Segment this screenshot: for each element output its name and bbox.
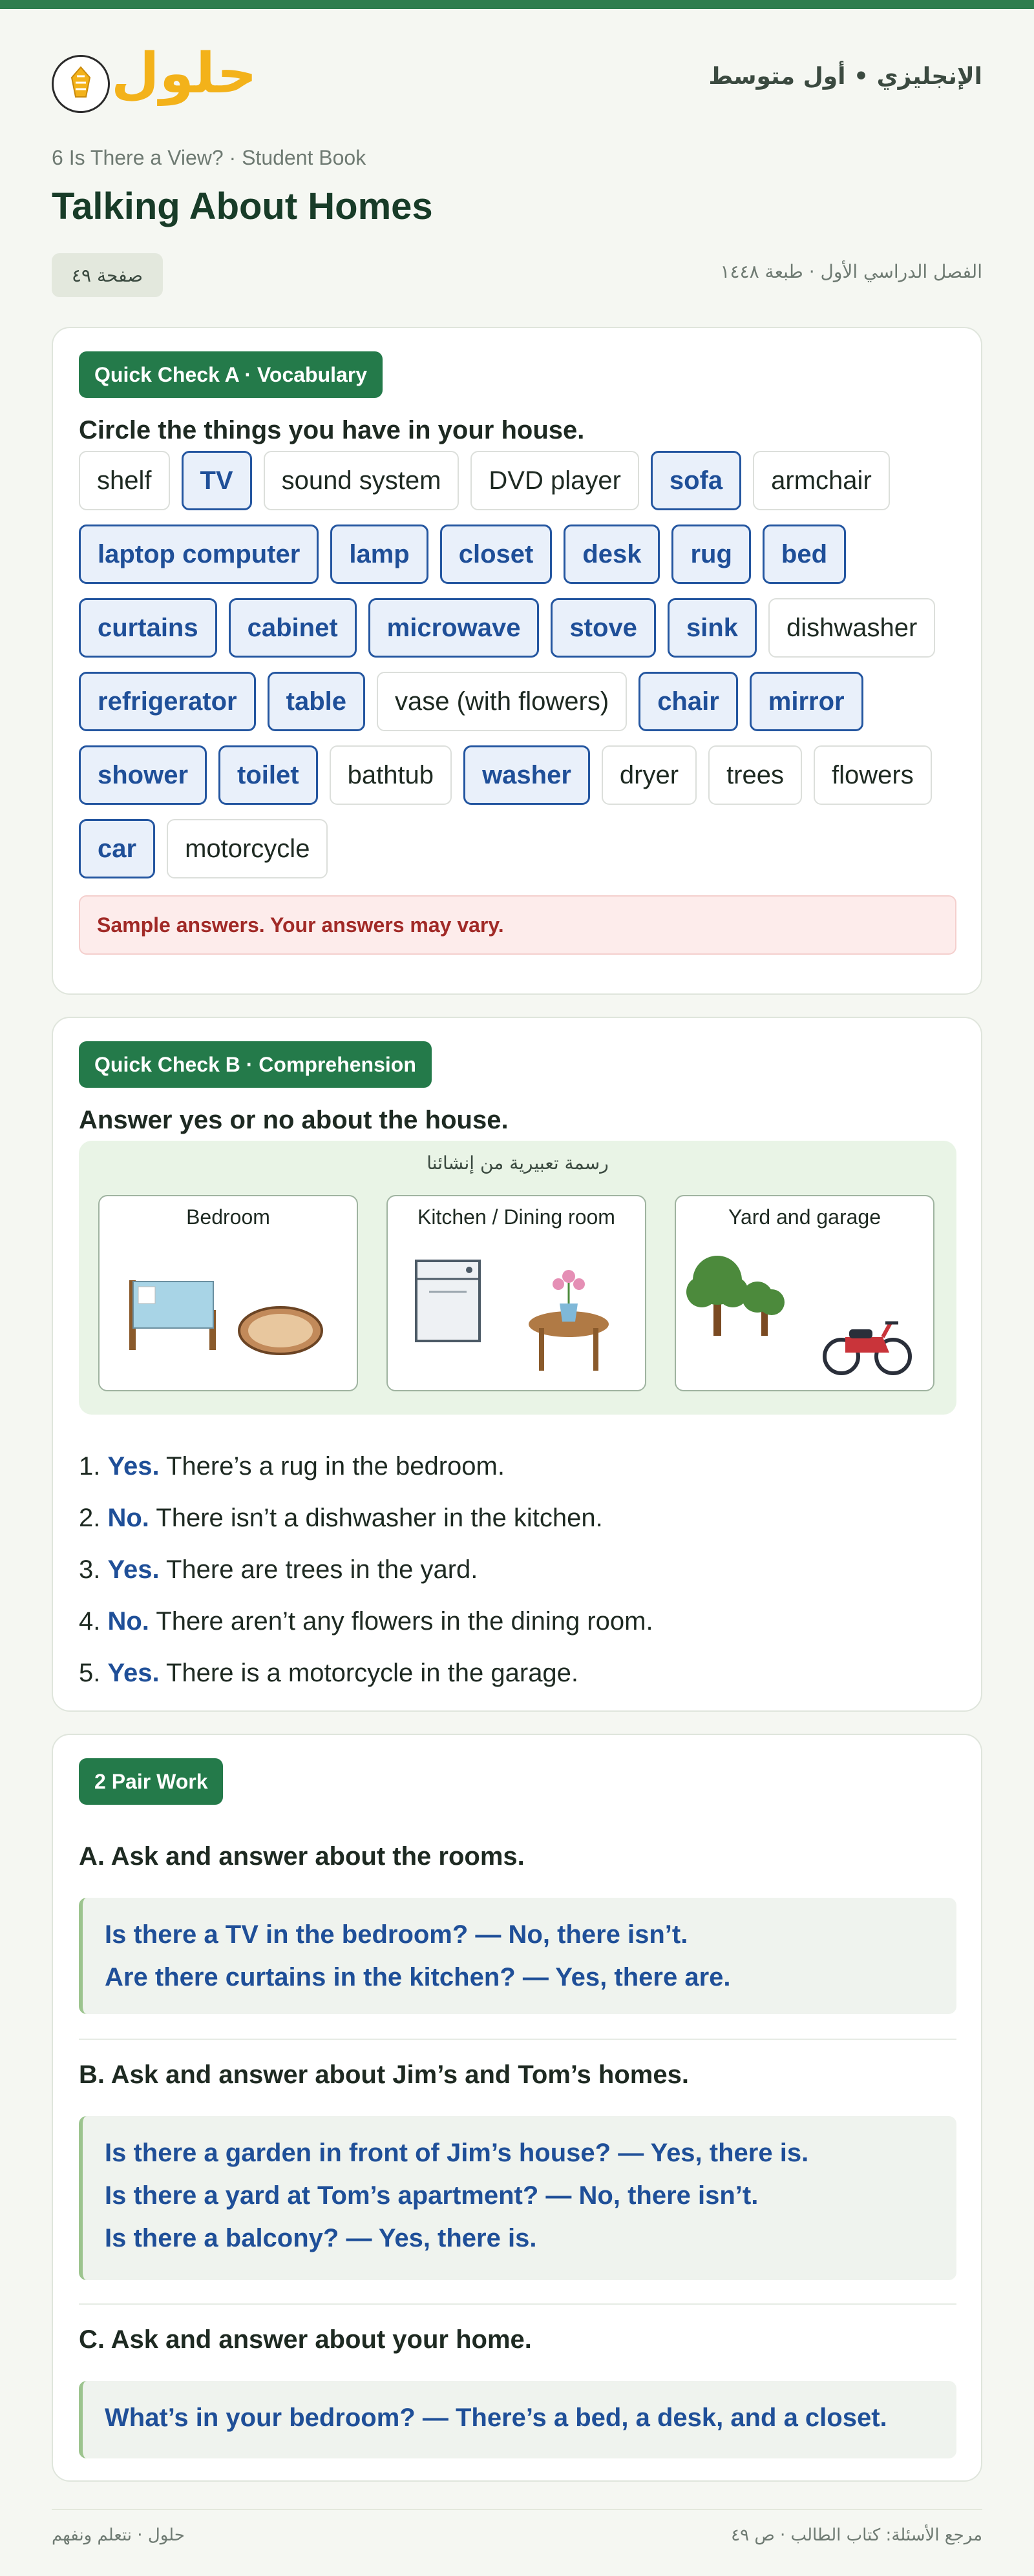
answer-yes-no: Yes. [107,1658,160,1687]
answer-item [79,1647,956,1699]
vocab-chip-vase-with-flowers[interactable]: vase (with flowers) [377,672,627,731]
bedroom-panel [98,1195,358,1391]
footer-divider [52,2509,982,2510]
answer-item [79,1595,956,1647]
vocab-chip-shelf[interactable]: shelf [79,451,170,510]
pair-work-heading-a: A. Ask and answer about the rooms. [79,1842,525,1871]
quick-check-a-instruction: Circle the things you have in your house. [79,416,585,444]
vocab-chip-washer[interactable]: washer [463,745,590,805]
answer-number: 4. [79,1606,108,1636]
quick-check-b-instruction: Answer yes or no about the house. [79,1106,509,1134]
vocab-chip-bed[interactable]: bed [763,525,846,584]
vocab-chip-microwave[interactable]: microwave [368,598,540,658]
rug-icon [239,1307,322,1354]
vocab-chip-bathtub[interactable]: bathtub [330,745,452,805]
dialog-line: Is there a TV in the bedroom? — No, there isn’t. [105,1920,688,1949]
illustration-caption: رسمة تعبيرية من إنشائنا [427,1152,609,1174]
section-divider [79,2303,956,2305]
dialog-box-b [79,2116,956,2280]
dialog-line: Is there a garden in front of Jim’s house? — Yes, there is. [105,2138,809,2167]
brand-logo[interactable] [52,41,257,123]
footer-tagline: حلول · نتعلم ونفهم [52,2526,185,2545]
pair-work-heading-c: C. Ask and answer about your home. [79,2325,532,2354]
page-title: Talking About Homes [52,185,433,227]
answer-yes-no: No. [107,1606,149,1636]
motorcycle-icon [825,1323,910,1373]
vocab-chip-sound-system[interactable]: sound system [264,451,459,510]
answer-number: 2. [79,1503,108,1532]
vocab-chip-refrigerator[interactable]: refrigerator [79,672,256,731]
answer-sentence: There isn’t a dishwasher in the kitchen. [149,1503,603,1532]
vocab-chip-lamp[interactable]: lamp [330,525,428,584]
vocab-chip-trees[interactable]: trees [708,745,802,805]
vocab-chip-dvd-player[interactable]: DVD player [470,451,639,510]
answer-sentence: There aren’t any flowers in the dining room. [149,1606,653,1636]
quick-check-b-card [52,1017,982,1712]
dialog-box-c [79,2381,956,2458]
footer-reference: مرجع الأسئلة: كتاب الطالب · ص ٤٩ [731,2526,982,2545]
sample-answers-note: Sample answers. Your answers may vary. [79,895,956,955]
vocab-chip-mirror[interactable]: mirror [750,672,863,731]
vocab-chip-dishwasher[interactable]: dishwasher [768,598,935,658]
unit-line: 6 Is There a View? · Student Book [52,146,366,169]
quick-check-a-card [52,327,982,995]
vocab-chip-stove[interactable]: stove [551,598,656,658]
yes-no-answer-list [79,1440,956,1699]
answer-yes-no: Yes. [107,1451,160,1480]
logo-wordmark: حلول [111,41,257,106]
dialog-box-a [79,1898,956,2014]
vocab-chip-sink[interactable]: sink [668,598,757,658]
vocab-chip-toilet[interactable]: toilet [218,745,318,805]
panel-label-yard: Yard and garage [728,1205,881,1229]
vocab-chip-curtains[interactable]: curtains [79,598,217,658]
quick-check-a-badge: Quick Check A · Vocabulary [79,351,383,398]
answer-sentence: There are trees in the yard. [159,1555,478,1584]
top-accent-bar [0,0,1034,9]
vocab-chip-table[interactable]: table [268,672,365,731]
kitchen-dining-panel [386,1195,646,1391]
vocab-chip-sofa[interactable]: sofa [651,451,741,510]
answer-item [79,1492,956,1544]
section-divider [79,2039,956,2040]
vocab-chip-tv[interactable]: TV [182,451,252,510]
answer-sentence: There is a motorcycle in the garage. [159,1658,579,1687]
dialog-line: Are there curtains in the kitchen? — Yes, there are. [105,1962,731,1991]
bed-icon [129,1280,216,1350]
vocab-chip-closet[interactable]: closet [440,525,553,584]
answer-number: 5. [79,1658,108,1687]
answer-number: 3. [79,1555,108,1584]
logo-emblem-icon [52,55,110,113]
yard-garage-panel [675,1195,934,1391]
vocabulary-chip-list [79,451,964,878]
vocab-chip-motorcycle[interactable]: motorcycle [167,819,328,878]
panel-label-kitchen: Kitchen / Dining room [417,1205,615,1229]
vocab-chip-laptop-computer[interactable]: laptop computer [79,525,319,584]
vocab-chip-shower[interactable]: shower [79,745,207,805]
pair-work-heading-b: B. Ask and answer about Jim’s and Tom’s homes. [79,2061,689,2089]
page-number-badge: صفحة ٤٩ [52,253,163,297]
vocab-chip-dryer[interactable]: dryer [602,745,697,805]
term-edition-line: الفصل الدراسي الأول · طبعة ١٤٤٨ [720,261,982,282]
vocab-chip-rug[interactable]: rug [671,525,750,584]
vocab-chip-chair[interactable]: chair [638,672,738,731]
panel-label-bedroom: Bedroom [186,1205,270,1229]
dialog-line: Is there a yard at Tom’s apartment? — No, there isn’t. [105,2181,759,2210]
vocab-chip-desk[interactable]: desk [564,525,660,584]
trees-icon [686,1256,785,1336]
quick-check-b-badge: Quick Check B · Comprehension [79,1041,432,1088]
dialog-line: What’s in your bedroom? — There’s a bed, a desk, and a closet. [105,2403,887,2432]
answer-item [79,1440,956,1492]
house-illustration [79,1141,956,1415]
answer-yes-no: Yes. [107,1555,160,1584]
table-with-vase-icon [529,1270,609,1371]
vocab-chip-cabinet[interactable]: cabinet [229,598,357,658]
pair-work-card [52,1734,982,2482]
pair-work-badge: 2 Pair Work [79,1758,223,1805]
vocab-chip-armchair[interactable]: armchair [753,451,890,510]
vocab-chip-flowers[interactable]: flowers [814,745,932,805]
answer-sentence: There’s a rug in the bedroom. [159,1451,505,1480]
page-header [52,41,982,123]
answer-item [79,1544,956,1595]
subject-title: الإنجليزي • أول متوسط [708,63,982,90]
answer-yes-no: No. [107,1503,149,1532]
dishwasher-icon [416,1261,480,1341]
answer-number: 1. [79,1451,108,1480]
vocab-chip-car[interactable]: car [79,819,155,878]
dialog-line: Is there a balcony? — Yes, there is. [105,2223,537,2252]
